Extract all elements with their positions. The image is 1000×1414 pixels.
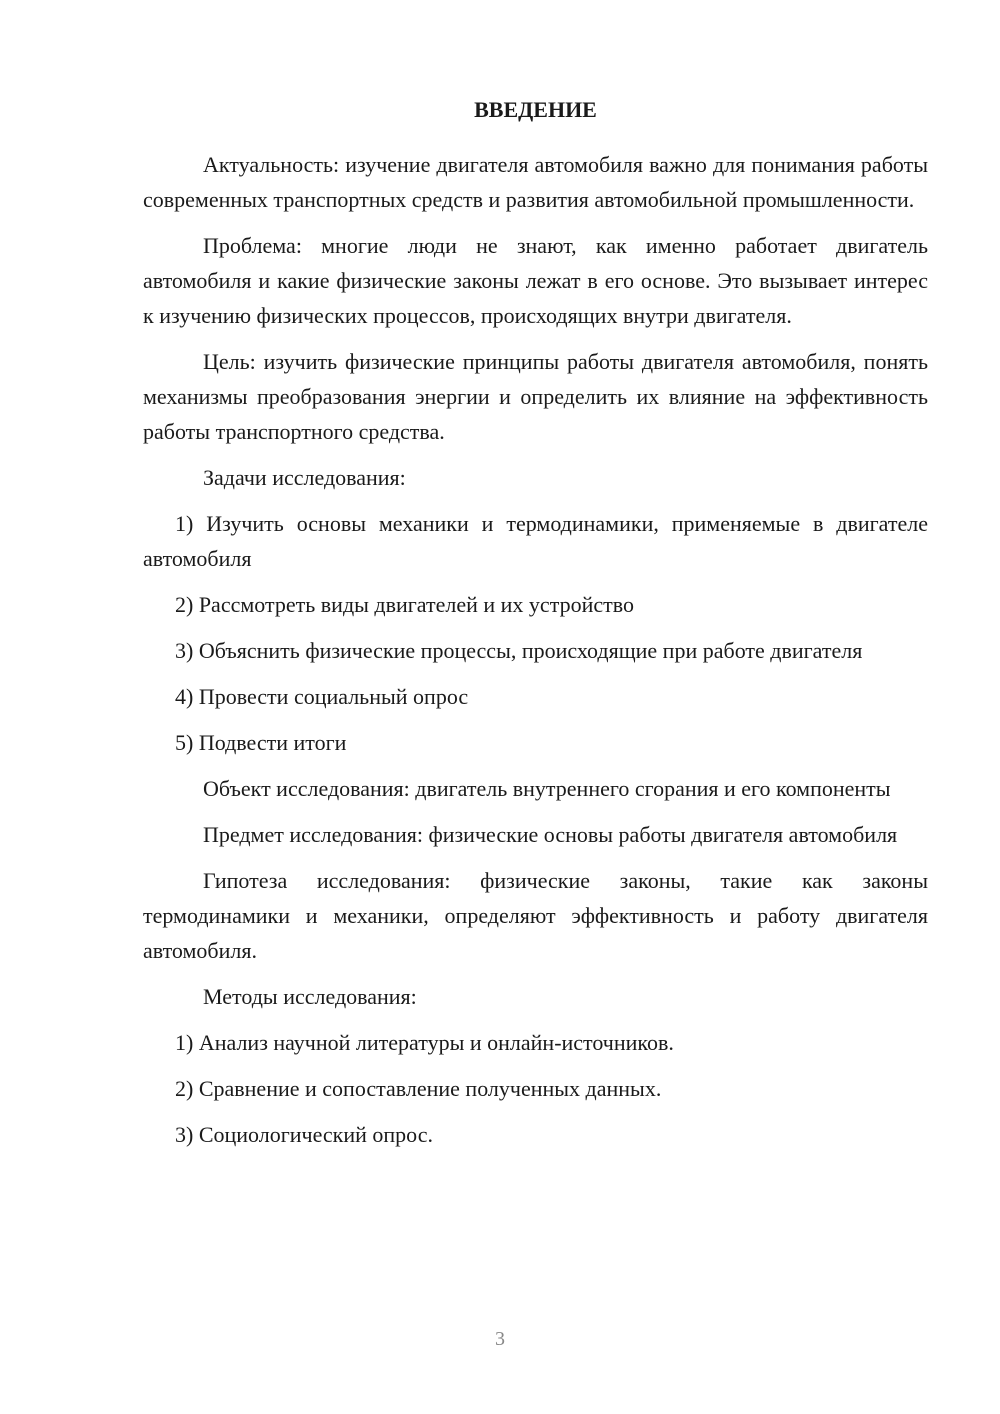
section-title: ВВЕДЕНИЕ — [474, 97, 597, 122]
tasks-heading: Задачи исследования: — [203, 465, 406, 490]
document-page — [143, 92, 928, 1163]
method-item: 2) Сравнение и сопоставление полученных данных. — [175, 1076, 662, 1101]
goal-paragraph: Цель: изучить физические принципы работы двигателя автомобиля, понять механизмы преобразования энергии и определить их влияние на эффективность работы транспортного средства. — [143, 349, 928, 444]
object-paragraph: Объект исследования: двигатель внутреннего сгорания и его компоненты — [203, 776, 891, 801]
task-item: 1) Изучить основы механики и термодинамики, применяемые в двигателе автомобиля — [143, 511, 928, 571]
task-item: 3) Объяснить физические процессы, происходящие при работе двигателя — [175, 638, 863, 663]
problem-paragraph: Проблема: многие люди не знают, как именно работает двигатель автомобиля и какие физические законы лежат в его основе. Это вызывает интерес к изучению физических процессов, происходящих внутри двигателя. — [143, 233, 928, 328]
task-item: 5) Подвести итоги — [175, 730, 347, 755]
subject-paragraph: Предмет исследования: физические основы работы двигателя автомобиля — [203, 822, 898, 847]
methods-heading: Методы исследования: — [203, 984, 417, 1009]
task-item: 2) Рассмотреть виды двигателей и их устройство — [175, 592, 634, 617]
method-item: 3) Социологический опрос. — [175, 1122, 433, 1147]
page-number: 3 — [495, 1328, 505, 1350]
hypothesis-paragraph: Гипотеза исследования: физические законы, такие как законы термодинамики и механики, определяют эффективность и работу двигателя автомобиля. — [143, 868, 928, 963]
method-item: 1) Анализ научной литературы и онлайн-источников. — [175, 1030, 674, 1055]
task-item: 4) Провести социальный опрос — [175, 684, 469, 709]
relevance-paragraph: Актуальность: изучение двигателя автомобиля важно для понимания работы современных транспортных средств и развития автомобильной промышленности. — [143, 152, 928, 212]
